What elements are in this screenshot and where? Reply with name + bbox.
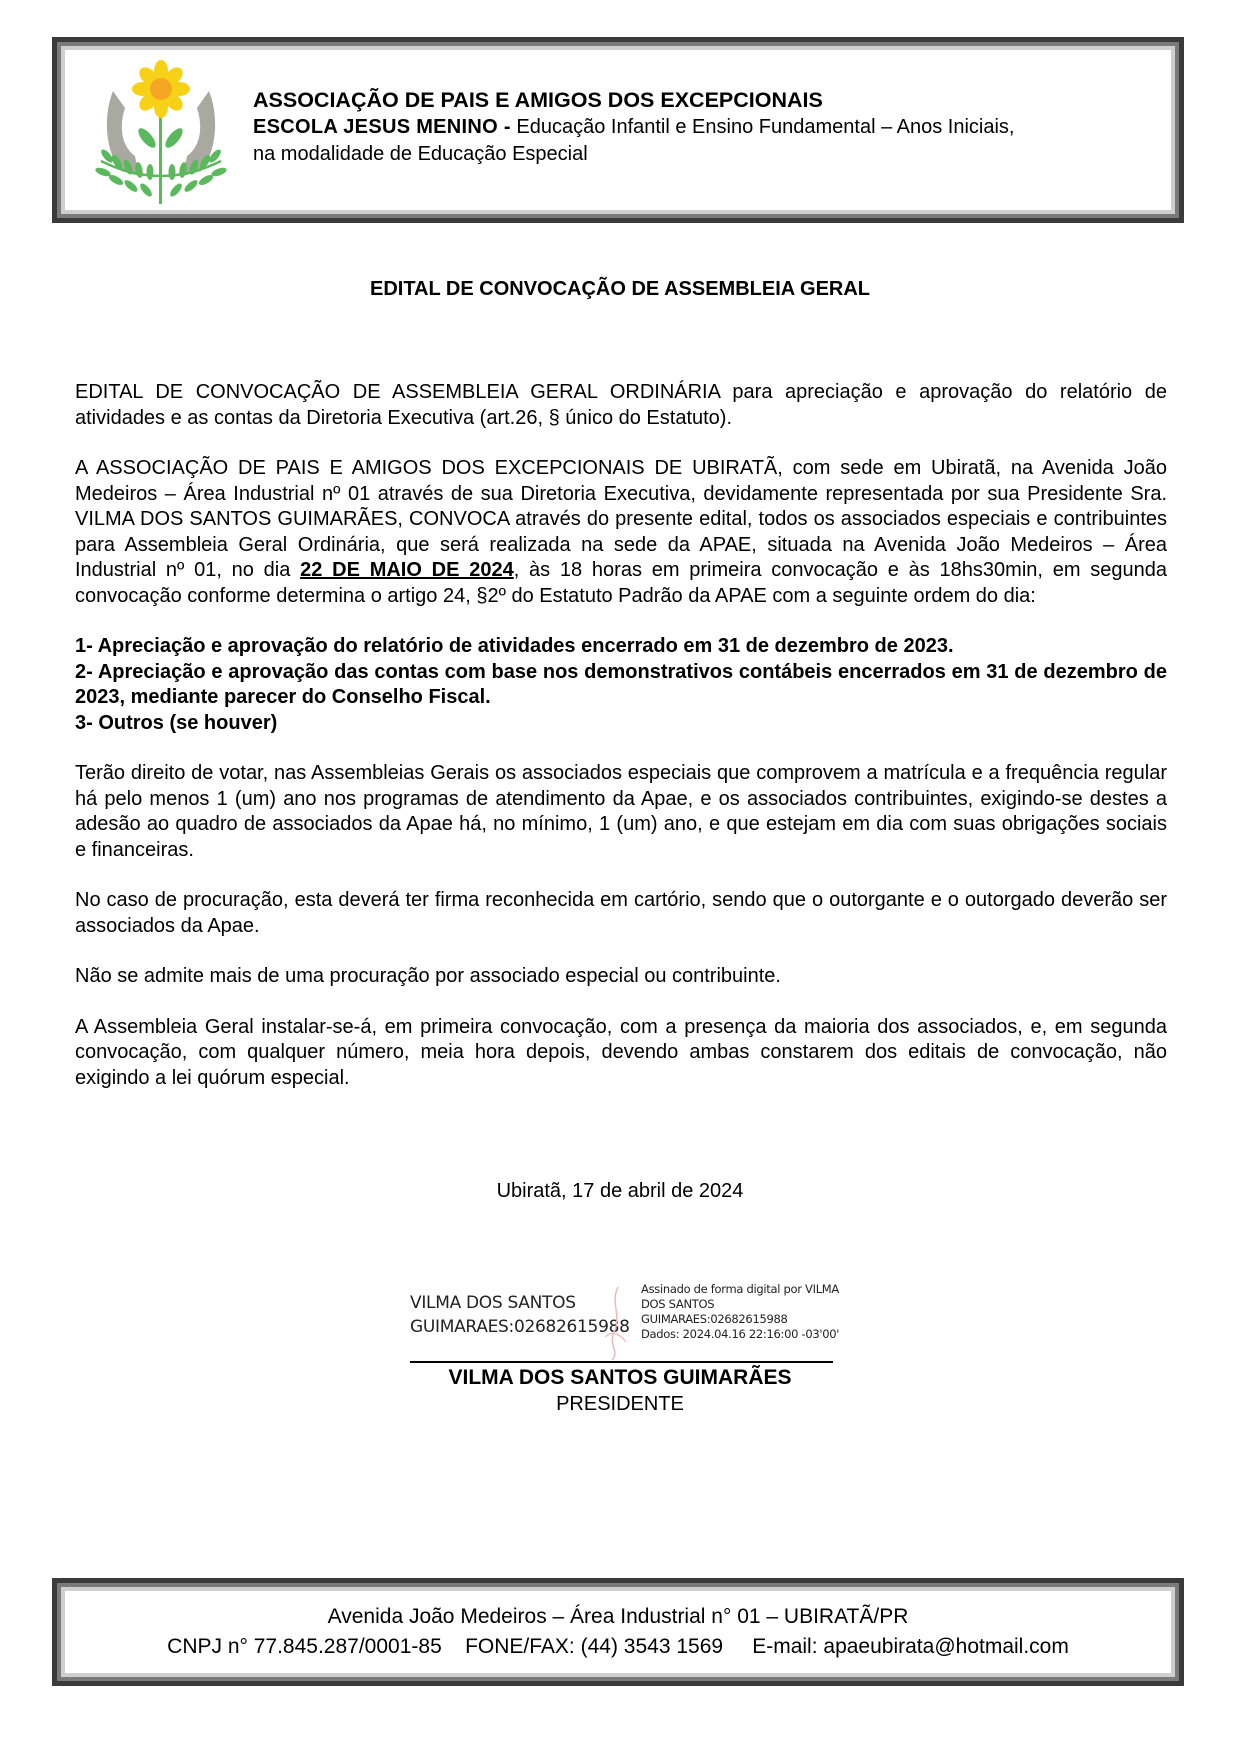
school-name: ESCOLA JESUS MENINO - bbox=[253, 116, 511, 138]
digital-signature-name-line2: GUIMARAES:02682615988 bbox=[410, 1317, 630, 1337]
agenda-item: 2- Apreciação e aprovação das contas com base nos demonstrativos contábeis encerrados em 31 de dezembro de 2023, mediante parecer do Conselho Fiscal. bbox=[75, 660, 1167, 708]
digital-signature-detail: Assinado de forma digital por VILMA bbox=[641, 1282, 839, 1296]
agenda-item: 3- Outros (se houver) bbox=[75, 711, 278, 734]
school-description: Educação Infantil e Ensino Fundamental – Anos Iniciais, bbox=[510, 116, 1015, 138]
voting-rights-paragraph: Terão direito de votar, nas Assembleias Gerais os associados especiais que comprovem a matrícula e a frequência regular há pelo menos 1 (um) ano nos programas de atendimento da Apae, e os associados contribuintes, exigindo-se destes a adesão ao quadro de associados da Apae há, no mínimo, 1 (um) ano, e que estejam em dia com suas obrigações sociais e financeiras. bbox=[75, 762, 1167, 861]
digital-signature-name-line1: VILMA DOS SANTOS bbox=[410, 1293, 576, 1313]
school-modality: na modalidade de Educação Especial bbox=[253, 143, 588, 165]
letterhead-header bbox=[52, 37, 1184, 223]
signer-name: VILMA DOS SANTOS GUIMARÃES bbox=[448, 1366, 792, 1389]
document-body bbox=[75, 380, 1167, 1116]
agenda-list bbox=[75, 634, 1167, 736]
footer-address: Avenida João Medeiros – Área Industrial n° 01 – UBIRATÃ/PR bbox=[327, 1605, 909, 1628]
signer-role: PRESIDENTE bbox=[556, 1393, 684, 1415]
digital-signature-mark-icon bbox=[600, 1282, 630, 1362]
proxy-limit-paragraph: Não se admite mais de uma procuração por associado especial ou contribuinte. bbox=[75, 965, 781, 987]
quorum-paragraph: A Assembleia Geral instalar-se-á, em primeira convocação, com a presença da maioria dos associados, e, em segunda convocação, com qualquer número, meia hora depois, devendo ambas constarem dos editais de convocação, não exigindo a lei quórum especial. bbox=[75, 1015, 1167, 1089]
header-text bbox=[253, 87, 1157, 168]
footer-inner bbox=[61, 1587, 1175, 1677]
intro-paragraph: EDITAL DE CONVOCAÇÃO DE ASSEMBLEIA GERAL ORDINÁRIA para apreciação e aprovação do relatório de atividades e as contas da Diretoria Executiva (art.26, § único do Estatuto). bbox=[75, 381, 1167, 429]
proxy-paragraph: No caso de procuração, esta deverá ter firma reconhecida em cartório, sendo que o outorgante e o outorgado deverão ser associados da Apae. bbox=[75, 889, 1167, 937]
document-title: EDITAL DE CONVOCAÇÃO DE ASSEMBLEIA GERAL bbox=[369, 278, 871, 300]
footer-contact: CNPJ n° 77.845.287/0001-85 FONE/FAX: (44) 3543 1569 E-mail: apaeubirata@hotmail.com bbox=[167, 1635, 1069, 1658]
letterhead-footer bbox=[52, 1578, 1184, 1686]
convocation-text-part2: , às 18 horas em primeira convocação e às 18hs30min, em segunda convocação conforme determina o artigo 24, §2º do Estatuto Padrão da APAE com a seguinte ordem do dia: bbox=[75, 559, 1167, 607]
signature-line bbox=[410, 1361, 833, 1363]
convocation-paragraph bbox=[75, 456, 1167, 609]
digital-signature-detail: GUIMARAES:02682615988 bbox=[641, 1312, 788, 1326]
convocation-text-part1: A ASSOCIAÇÃO DE PAIS E AMIGOS DOS EXCEPCIONAIS DE UBIRATÃ, com sede em Ubiratã, na Avenida João Medeiros – Área Industrial nº 01 através de sua Diretoria Executiva, devidamente representada por sua Presidente Sra. VILMA DOS SANTOS GUIMARÃES, CONVOCA através do presente edital, todos os associados especiais e contribuintes para Assembleia Geral Ordinária, que será realizada na sede da APAE, situada na Avenida João Medeiros – Área Industrial nº 01, no dia bbox=[75, 457, 1167, 581]
digital-signature-detail: DOS SANTOS bbox=[641, 1297, 715, 1311]
letterhead-inner bbox=[61, 46, 1175, 214]
school-line bbox=[253, 114, 1157, 141]
digital-signature-detail: Dados: 2024.04.16 22:16:00 -03'00' bbox=[641, 1327, 840, 1341]
city-date: Ubiratã, 17 de abril de 2024 bbox=[496, 1180, 744, 1202]
flower-hands-logo-icon bbox=[91, 56, 231, 206]
agenda-item: 1- Apreciação e aprovação do relatório de atividades encerrado em 31 de dezembro de 2023. bbox=[75, 635, 954, 657]
digital-signature-name bbox=[410, 1291, 630, 1339]
meeting-date: 22 DE MAIO DE 2024 bbox=[300, 559, 514, 581]
digital-signature-details bbox=[641, 1282, 839, 1342]
organization-name: ASSOCIAÇÃO DE PAIS E AMIGOS DOS EXCEPCIONAIS bbox=[253, 88, 823, 112]
